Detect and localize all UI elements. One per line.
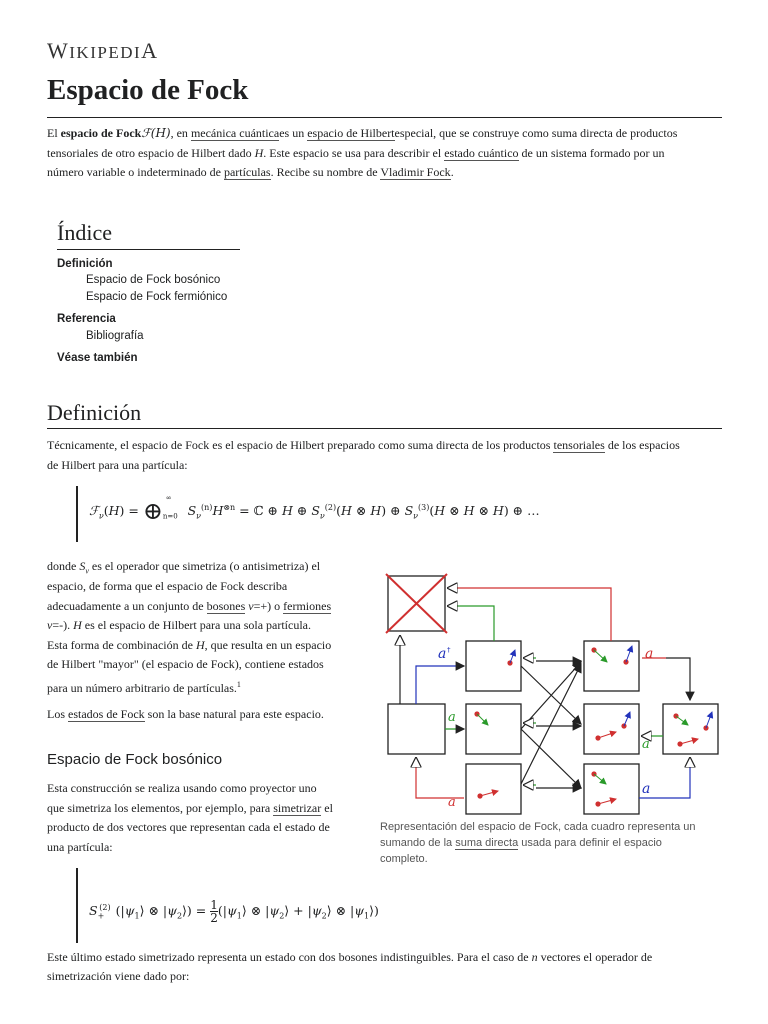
link-bosones[interactable]: bosones	[206, 599, 246, 613]
state-box-vacuum	[388, 704, 445, 754]
svg-text:a: a	[642, 781, 651, 797]
symmetrizer-formula: $S_+^{(2)}$ ($|\psi_1⟩$ ⊗ $|\psi_2⟩$) = $\frac{1}{2}$ ($|\psi_1⟩$ ⊗ $|\psi_2⟩$ + $|\psi_2⟩$ ⊗ $|\psi_1⟩$)	[89, 898, 379, 925]
formula-bar-2	[76, 868, 78, 943]
donde-line-7: para un número arbitrario de partículas.$^1$	[47, 680, 241, 695]
bosonic-line-1: Esta construcción se realiza usando como proyector uno	[47, 781, 317, 795]
wikipedia-wordmark[interactable]: WIKIPEDIA	[47, 38, 159, 63]
last-line-2: simetrización viene dado por:	[47, 969, 190, 983]
definition-line-2: de Hilbert para una partícula:	[47, 458, 188, 472]
toc-item-definicion[interactable]: Definición	[57, 258, 113, 270]
donde-line-6: de Hilbert "mayor" (el espacio de Fock), contiene estados	[47, 657, 324, 671]
svg-text:a: a	[438, 646, 447, 662]
link-estado-cuantico[interactable]: estado cuántico	[444, 146, 519, 160]
link-estados-de-fock[interactable]: estados de Fock	[68, 707, 145, 721]
donde-line-4: ν=-). H es el espacio de Hilbert para una sola partícula.	[47, 618, 312, 632]
section-divider	[47, 428, 722, 429]
link-espacio-de-hilbert[interactable]: espacio de Hilbert	[307, 126, 395, 140]
intro-line-2: tensoriales de otro espacio de Hilbert dado H. Este espacio se usa para describir el estado cuántico de un sistema formado por un	[47, 146, 665, 160]
state-box-vacuum-crossed	[386, 574, 447, 633]
bosonic-line-3: producto de dos vectores que representan cada el estado de	[47, 820, 330, 834]
link-simetrizar[interactable]: simetrizar	[273, 801, 322, 815]
formula-bar-1	[76, 486, 78, 542]
fock-states-line: Los estados de Fock son la base natural para este espacio.	[47, 707, 324, 721]
reference-1[interactable]: 1	[236, 680, 241, 689]
fock-space-diagram	[376, 566, 722, 816]
svg-text:a: a	[448, 795, 456, 810]
state-box-2c	[584, 764, 639, 814]
donde-line-1: donde $S_\nu$ es el operador que simetriza (o antisimetriza) el	[47, 559, 321, 576]
fock-space-formula: ℱ$_\nu$(H) = $\oplus_{n=0}^\infty$ $S_\nu^{(n)}H^{\otimes n}$ = ℂ ⊕ H ⊕ $S_\nu^{(2)}(H$ ⊗ H) ⊕ $S_\nu^{(3)}(H$ ⊗ H ⊗ H) ⊕ …	[89, 493, 540, 525]
figure-caption: Representación del espacio de Fock, cada cuadro representa un sumando de la suma directa usada para definir el espacio completo.	[380, 821, 696, 865]
state-box-2b	[584, 704, 639, 754]
link-vladimir-fock[interactable]: Vladimir Fock	[380, 165, 451, 179]
link-mecanica-cuantica[interactable]: mecánica cuántica	[190, 126, 280, 140]
link-suma-directa[interactable]: suma directa	[455, 837, 519, 849]
toc-item-referencia[interactable]: Referencia	[57, 313, 116, 325]
section-heading-definicion: Definición	[47, 400, 142, 425]
state-box-1b	[466, 704, 521, 754]
intro-line-1: El espacio de Fockℱ(H), en mecánica cuánticaes un espacio de Hilbertespecial, que se construye como suma directa de productos	[47, 126, 678, 140]
bosonic-line-2: que simetriza los elementos, por ejemplo, para simetrizar el	[47, 801, 333, 815]
link-fermiones[interactable]: fermiones	[283, 599, 332, 613]
svg-text:a: a	[642, 737, 650, 752]
toc-item-fermionico[interactable]: Espacio de Fock fermiónico	[86, 291, 228, 303]
last-line-1: Este último estado simetrizado representa un estado con dos bosones indistinguibles. Para el caso de n vectores el operador de	[47, 950, 653, 964]
donde-line-5: Esta forma de combinación de H, que resulta en un espacio	[47, 638, 332, 652]
link-particulas[interactable]: partículas	[223, 165, 271, 179]
bosonic-line-4: una partícula:	[47, 840, 113, 854]
link-tensoriales[interactable]: tensoriales	[553, 438, 605, 452]
svg-text:a: a	[448, 710, 456, 725]
toc-item-vease-tambien[interactable]: Véase también	[57, 352, 138, 364]
page-title: Espacio de Fock	[47, 74, 249, 106]
donde-line-2: espacio, de forma que el espacio de Fock describa	[47, 579, 288, 593]
donde-line-3: adecuadamente a un conjunto de bosones ν=+) o fermiones	[47, 599, 332, 613]
svg-text:a: a	[645, 646, 654, 662]
toc-item-bosonico[interactable]: Espacio de Fock bosónico	[86, 274, 221, 286]
toc-heading: Índice	[57, 220, 112, 245]
subsection-heading-bosonico: Espacio de Fock bosónico	[47, 751, 223, 768]
toc-divider	[57, 249, 240, 250]
intro-term: espacio de Fock	[60, 126, 142, 140]
toc-item-bibliografia[interactable]: Bibliografía	[86, 330, 144, 342]
state-box-3	[663, 704, 718, 754]
state-box-1c	[466, 764, 521, 814]
definition-line-1: Técnicamente, el espacio de Fock es el espacio de Hilbert preparado como suma directa de los productos tensoriales de los espacios	[47, 438, 680, 452]
title-divider	[47, 117, 722, 118]
state-box-1a	[466, 641, 521, 691]
intro-line-3: número variable o indeterminado de partículas. Recibe su nombre de Vladimir Fock.	[47, 165, 454, 179]
svg-text:†: †	[447, 646, 451, 654]
